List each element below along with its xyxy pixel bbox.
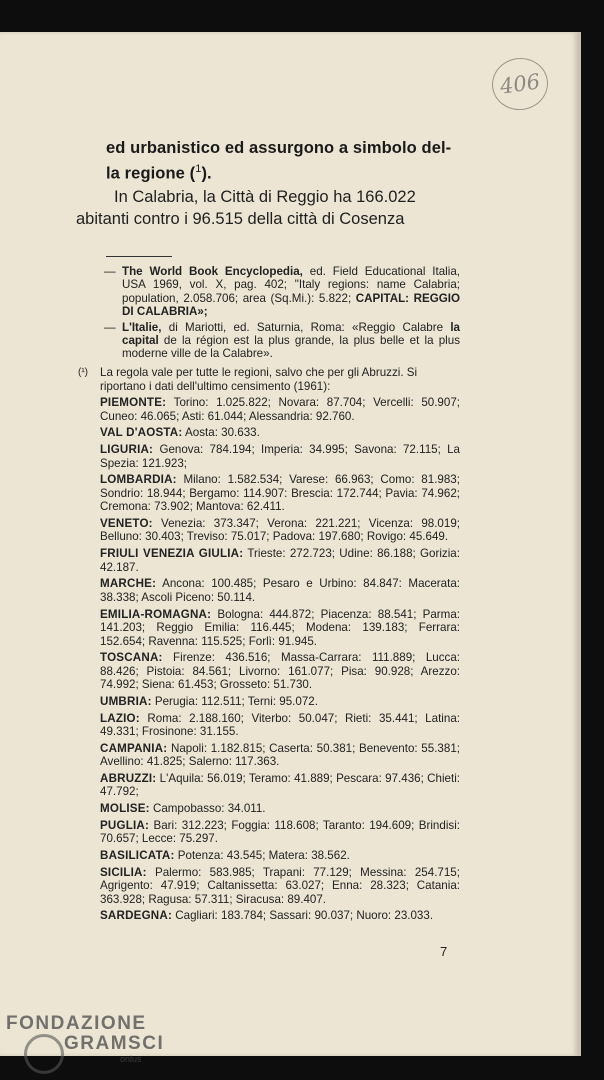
reference-title: The World Book Encyclopedia, [122,265,303,278]
references [104,265,460,363]
region-entry [100,547,460,574]
region-name: PUGLIA: [100,818,150,832]
reference-text: di Mariotti, ed. Saturnia, Roma: «Reggio Calabre [161,320,451,334]
paragraph-line-2: abitanti contro i 96.515 della città di Cosenza [76,210,405,228]
region-cities: Campobasso: 34.011. [152,802,266,816]
region-entry [100,695,460,709]
region-cities: Palermo: 583.985; Trapani: 77.129; Messina: 254.715; Agrigento: 47.919; Caltanissetta: 63.027; Enna: 28.323; Catania: 363.928; Ragusa: 57.311; Siracusa: 89.407. [100,865,460,906]
region-name: LAZIO: [100,711,140,725]
region-name: SARDEGNA: [100,909,173,923]
region-entry [100,712,460,739]
region-name: MOLISE: [100,802,150,816]
footnote [78,366,460,923]
region-cities: Trieste: 272.723; Udine: 86.188; Gorizia: 42.187. [100,547,460,574]
paragraph-line-1: In Calabria, la Città di Reggio ha 166.022 [114,188,416,206]
region-name: VENETO: [100,516,153,530]
region-cities: L'Aquila: 56.019; Teramo: 41.889; Pescara: 97.436; Chieti: 47.792; [100,771,460,799]
region-name: PIEMONTE: [100,396,167,410]
region-cities: Firenze: 436.516; Massa-Carrara: 111.889; Lucca: 88.426; Pistoia: 84.561; Livorno: 161.077; Pisa: 90.928; Arezzo: 74.992; Siena: 61.453; Grosseto: 51.730. [100,651,460,692]
region-name: TOSCANA: [100,651,163,665]
watermark [6,1013,165,1064]
heading-line-2: la regione ( [106,164,196,183]
region-name: CAMPANIA: [100,741,168,755]
region-entry [100,909,460,923]
region-entry [100,577,460,604]
heading-line-2-end: ). [201,164,212,183]
region-entry [100,802,460,816]
separator-rule [106,256,172,257]
region-cities: Perugia: 112.511; Terni: 95.072. [154,694,318,708]
reference-dash: — [104,265,116,278]
reference-dash: — [104,320,116,334]
page-edge [578,32,581,1056]
footnote-number: (¹) [78,367,88,378]
region-name: LOMBARDIA: [100,473,177,487]
region-entry [100,443,460,470]
heading-line-1: ed urbanistico ed assurgono a simbolo del- [106,139,452,157]
footnote-mark[interactable]: 1 [195,163,202,175]
region-entry [100,742,460,769]
heading-paragraph [76,186,466,230]
region-name: SICILIA: [100,865,147,879]
region-cities: Torino: 1.025.822; Novara: 87.704; Vercelli: 50.907; Cuneo: 46.065; Asti: 61.044; Alessandria: 92.760. [100,396,460,423]
region-cities: Aosta: 30.633. [185,426,260,440]
watermark-line-1: FONDAZIONE [6,1013,147,1034]
region-name: MARCHE: [100,577,157,591]
region-entry [100,396,460,423]
reference-item [104,321,460,361]
region-name: BASILICATA: [100,849,175,862]
region-cities: Roma: 2.188.160; Viterbo: 50.047; Rieti: 35.441; Latina: 49.331; Frosinone: 31.155. [100,711,460,739]
page-number: 7 [440,944,448,959]
region-entry [100,866,460,907]
footnote-intro-text: La regola vale per tutte le regioni, salvo che per gli Abruzzi. Si riportano i dati dell'ultimo censimento (1961): [100,366,418,393]
region-name: ABRUZZI: [100,771,157,785]
region-entry [100,517,460,544]
region-name: LIGURIA: [100,443,154,457]
reference-title: L'Italie, [122,320,162,334]
reference-capital: CAPITAL: REGGIO DI CALABRIA»; [122,291,460,319]
region-cities: Bologna: 444.872; Piacenza: 88.541; Parma: 141.203; Reggio Emilia: 116.445; Modena: 139.183; Ferrara: 152.654; Ravenna: 115.525; Forlì: 91.945. [100,607,460,648]
region-entry [100,819,460,846]
region-cities: Bari: 312.223; Foggia: 118.608; Taranto: 194.609; Brindisi: 70.657; Lecce: 75.297. [100,818,460,846]
region-cities: Cagliari: 183.784; Sassari: 90.037; Nuoro: 23.033. [175,909,434,923]
region-cities: Milano: 1.582.534; Varese: 66.963; Como: 81.983; Sondrio: 18.944; Bergamo: 114.907: Brescia: 172.744; Pavia: 74.962; Cremona: 73.902; Mantova: 62.411. [100,473,460,514]
watermark-line-2: GRAMSCI [64,1033,165,1054]
region-entry [100,608,460,649]
region-name: FRIULI VENEZIA GIULIA: [100,547,244,561]
region-cities: Venezia: 373.347; Verona: 221.221; Vicenza: 98.019; Belluno: 30.403; Treviso: 75.017; Padova: 197.680; Rovigo: 45.649. [100,516,460,544]
region-cities: Napoli: 1.182.815; Caserta: 50.381; Benevento: 55.381; Avellino: 41.825; Salerno: 117.363. [100,741,460,769]
watermark-line-3: onlus [120,1054,142,1064]
region-entry [100,651,460,692]
region-entry [100,426,460,440]
heading-bold [106,138,466,185]
region-cities: Ancona: 100.485; Pesaro e Urbino: 84.847: Macerata: 38.338; Ascoli Piceno: 50.114. [100,577,460,604]
region-entry [100,473,460,514]
region-name: UMBRIA: [100,694,152,708]
region-name: EMILIA-ROMAGNA: [100,607,212,621]
pencil-annotation: 406 [489,54,552,113]
region-list [100,396,460,923]
region-entry [100,772,460,799]
reference-text: ed. Field Educational Italia, USA 1969, vol. X, pag. 402; "Italy regions: name Calabria; population, 2.058.706; area (Sq.Mi.): 5.822; [122,265,460,305]
region-entry [100,849,460,863]
reference-item [104,265,460,319]
region-cities: Potenza: 43.545; Matera: 38.562. [177,849,350,862]
region-cities: Genova: 784.194; Imperia: 34.995; Savona: 72.115; La Spezia: 121.923; [100,443,460,470]
footnote-intro [78,366,460,393]
reference-capital: la capital [122,320,460,348]
region-name: VAL D'AOSTA: [100,426,183,440]
reference-text-end: de la région est la plus grande, la plus belle et la plus moderne ville de la Calabre». [122,334,460,361]
